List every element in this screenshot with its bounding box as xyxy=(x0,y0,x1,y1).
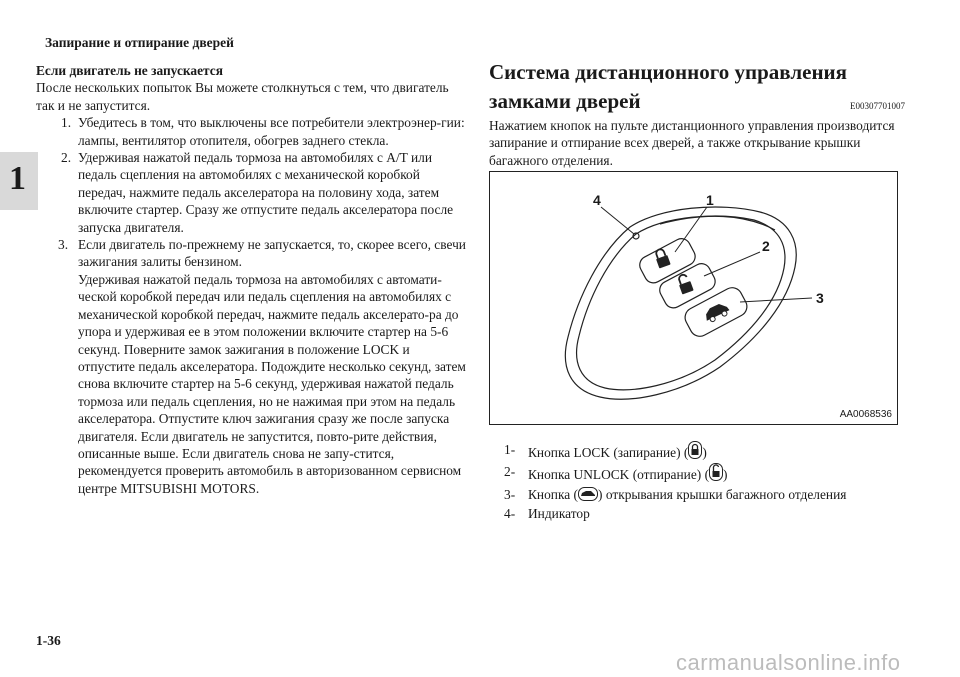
list-item-number: 3. xyxy=(58,237,69,253)
list-item-text: Удерживая нажатой педаль тормоза на автомобилях с A/T или педаль сцепления на автомобилях с механической коробкой передач, нажмите педаль акселератора на половину хода, затем включите стартер. Сразу же отпустите педаль акселератора после запуска двигателя. xyxy=(78,150,454,235)
legend-text: ) открывания крышки багажного отделения xyxy=(598,486,847,502)
remote-key-figure xyxy=(489,171,898,425)
callout-1: 1 xyxy=(706,192,714,208)
figure-legend xyxy=(504,441,904,523)
section-code: E00307701007 xyxy=(850,101,905,111)
remote-key-illustration xyxy=(490,172,897,424)
list-item-text: Удерживая нажатой педаль тормоза на автомобилях с автомати-ческой коробкой передач или педаль сцепления на автомобилях с механической коробкой передач, нажмите педаль акселерато-ра до упора и удерживая ее в этом положении включите стартер на 5-6 секунд. Поверните замок зажигания в положение LOCK и отпустите педаль акселератора. Подождите несколько секунд, затем снова включите стартер на 5-6 секунд, удерживая нажатой педаль тормоза или педаль сцепления, но не нажимая при этом на педаль акселератора. Отпустите ключ зажигания сразу же после запуска двигателя. Если двигатель не запустится, повто-рите действия, описанные выше. Если двигатель снова не запу-стится, рекомендуется проверить автомобиль в авторизованном сервисном центре MITSUBISHI MOTORS. xyxy=(78,271,466,496)
intro-paragraph: После нескольких попыток Вы можете столкнуться с тем, что двигатель так и не запустится. xyxy=(36,80,449,113)
trunk-icon xyxy=(578,487,598,505)
watermark: carmanualsonline.info xyxy=(676,650,901,675)
callout-2: 2 xyxy=(762,238,770,254)
section-intro xyxy=(489,117,909,169)
legend-text: ) xyxy=(702,445,707,460)
callout-4: 4 xyxy=(593,192,601,208)
subsection-heading: Если двигатель не запускается xyxy=(36,63,223,78)
legend-item xyxy=(504,463,904,485)
running-header: Запирание и отпирание дверей xyxy=(45,35,234,50)
page-number: 1-36 xyxy=(36,633,61,648)
list-item-text: Убедитесь в том, что выключены все потребители электроэнер-гии: лампы, вентилятор отопителя, обогрев заднего стекла. xyxy=(78,115,465,148)
legend-number: 2- xyxy=(504,464,516,480)
legend-number: 4- xyxy=(504,506,516,522)
list-item-number: 2. xyxy=(61,150,72,166)
lock-closed-icon xyxy=(688,441,702,463)
legend-number: 3- xyxy=(504,486,516,502)
callout-3: 3 xyxy=(816,290,824,306)
list-item xyxy=(36,149,468,236)
figure-code: AA0068536 xyxy=(839,409,892,420)
list-item-number: 1. xyxy=(61,115,72,131)
section-intro-text: Нажатием кнопок на пульте дистанционного управления производится запирание и отпирание всех дверей, а также открывание крышки багажного отделения. xyxy=(489,118,895,168)
legend-item xyxy=(504,441,904,463)
legend-number: 1- xyxy=(504,442,516,457)
section-title: Система дистанционного управления замками дверей xyxy=(489,60,848,113)
list-item xyxy=(36,236,468,271)
legend-item xyxy=(504,505,904,522)
legend-text: Индикатор xyxy=(528,506,590,522)
legend-text: Кнопка UNLOCK (отпирание) ( xyxy=(528,467,710,483)
chapter-number: 1 xyxy=(9,160,26,197)
legend-item xyxy=(504,486,904,505)
list-item xyxy=(36,114,468,149)
left-column xyxy=(36,62,468,497)
legend-text: Кнопка LOCK (запирание) ( xyxy=(528,445,689,460)
legend-text: Кнопка ( xyxy=(528,486,579,502)
lock-open-icon xyxy=(709,463,723,485)
legend-text: ) xyxy=(723,467,728,483)
list-item-text: Если двигатель по-прежнему не запускается, то, скорее всего, свечи зажигания залиты бензином. xyxy=(78,237,466,270)
list-item-continuation xyxy=(36,271,468,497)
